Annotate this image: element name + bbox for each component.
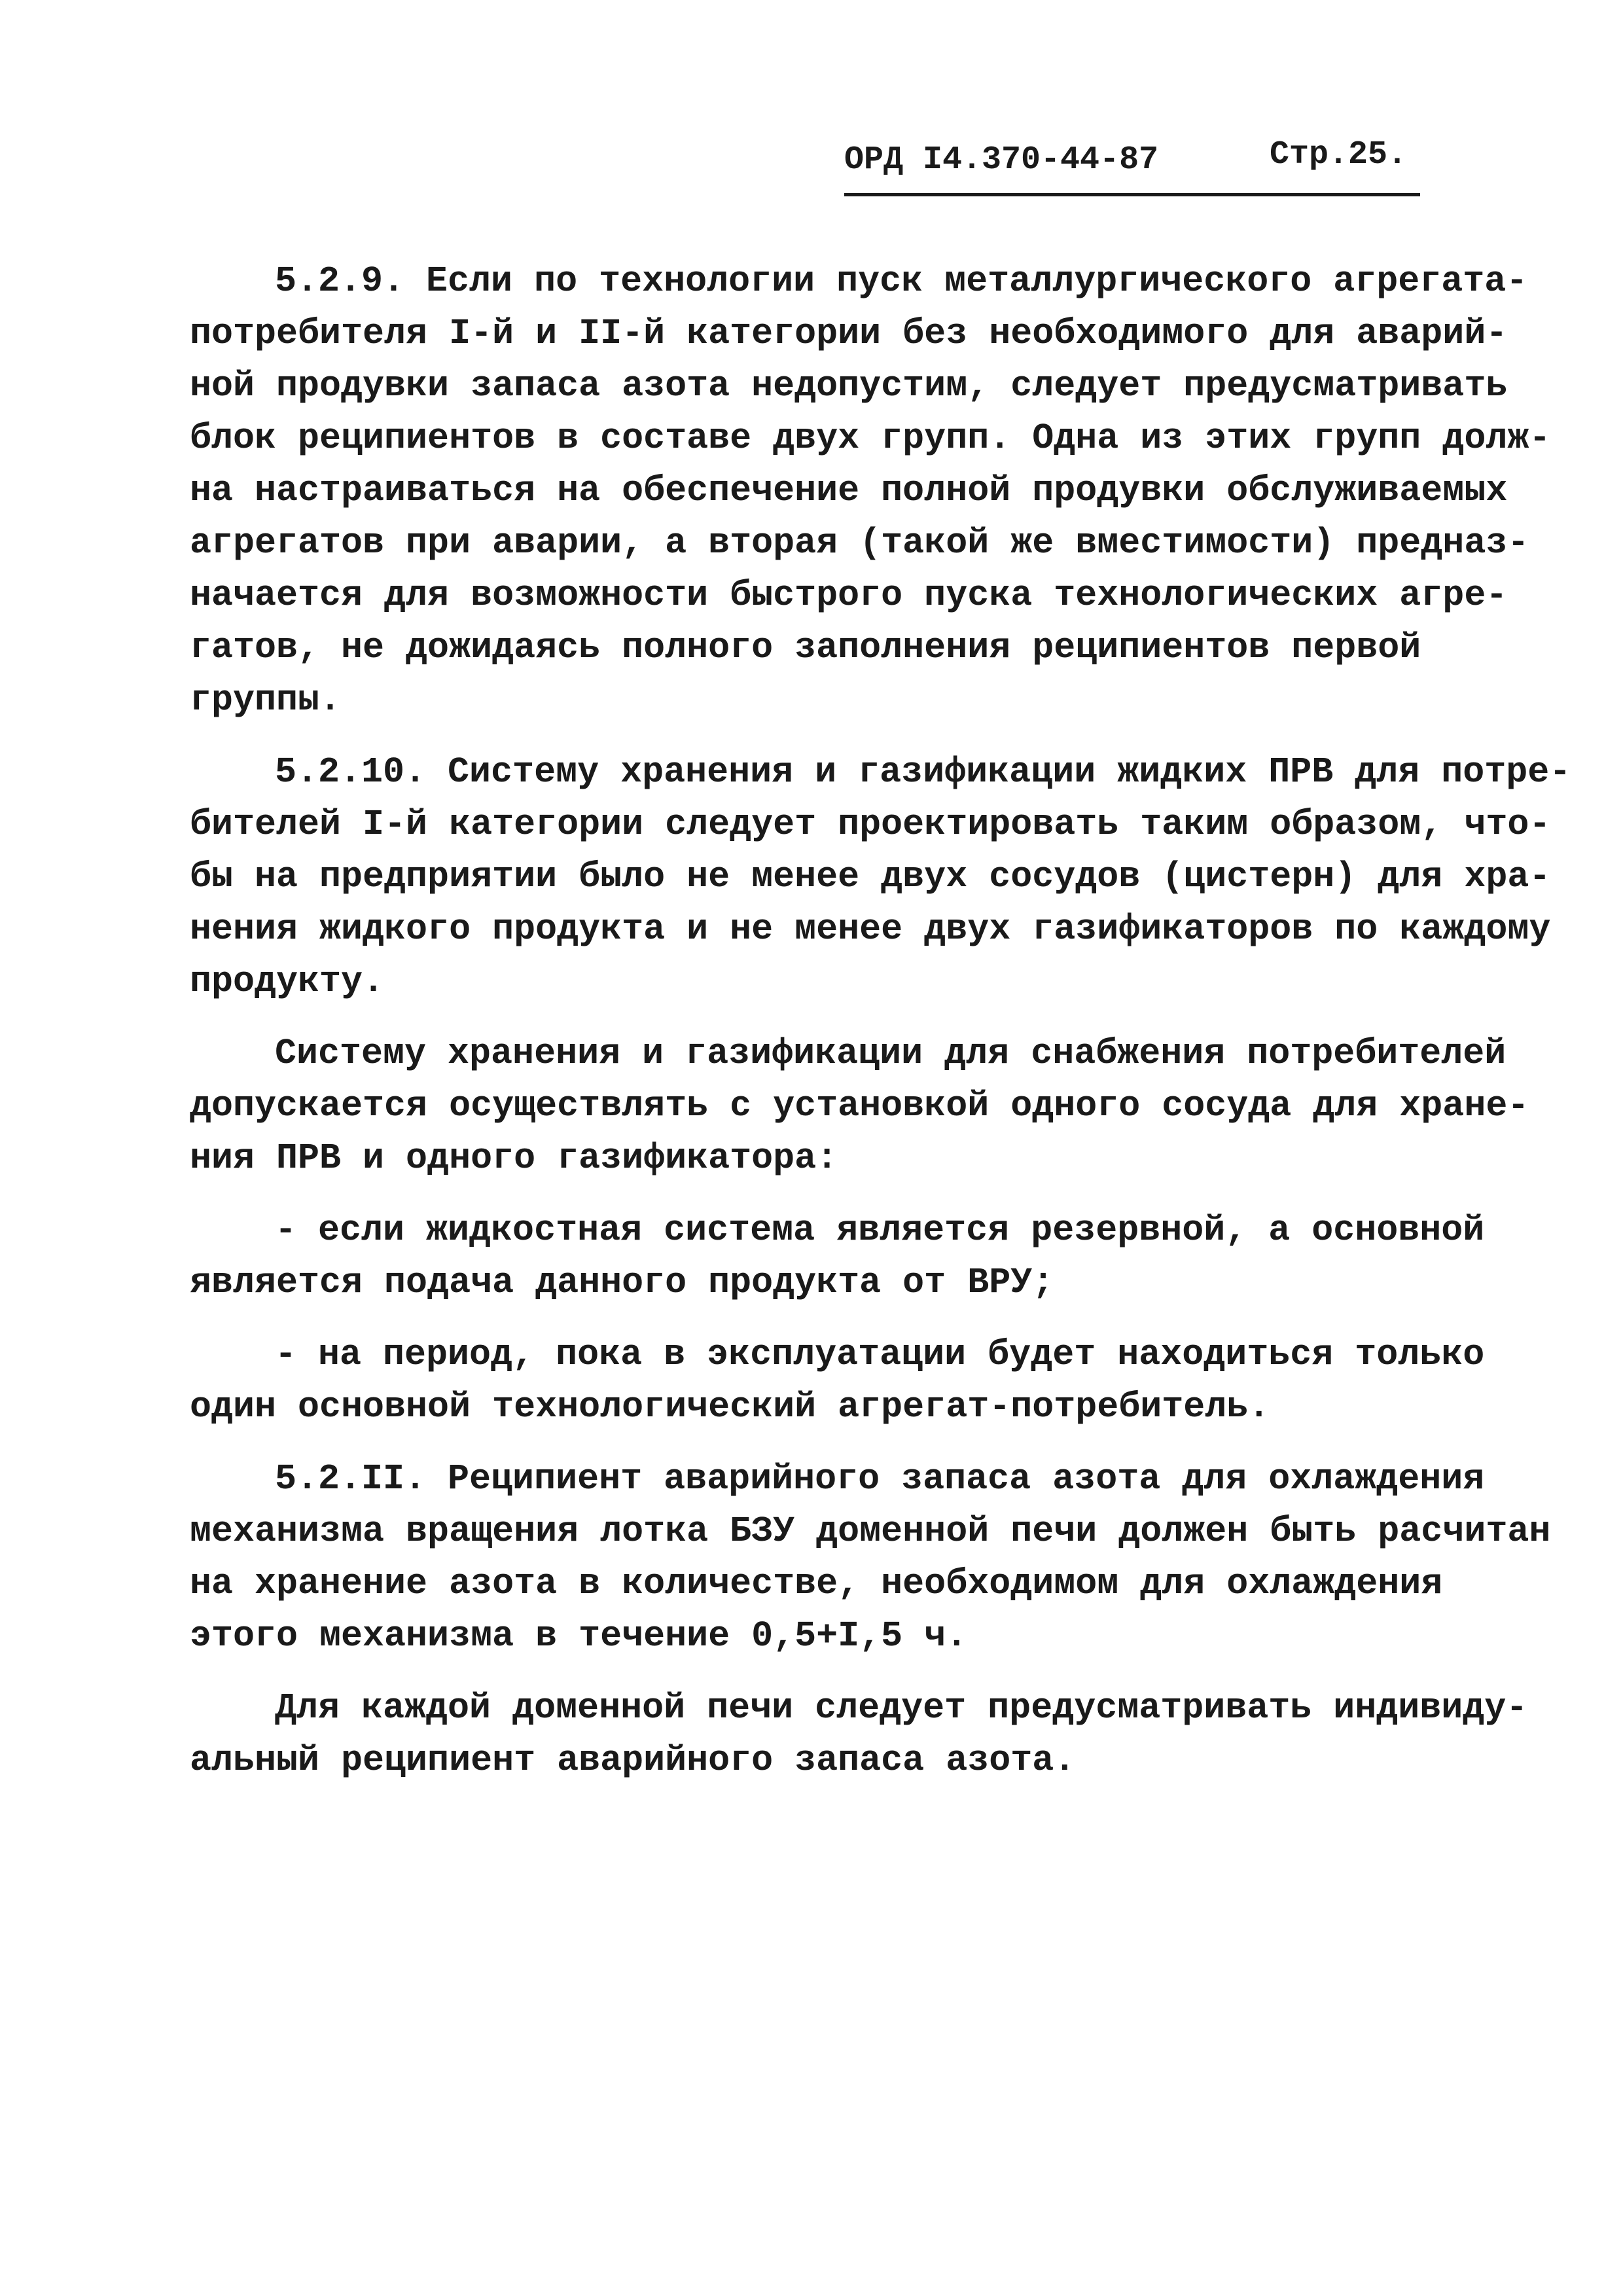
- paragraph-5-2-11: [190, 1453, 1551, 1662]
- text-line: бы на предприятии было не менее двух сосудов (цистерн) для хра-: [190, 856, 1551, 897]
- text-line: этого механизма в течение 0,5+I,5 ч.: [190, 1615, 968, 1657]
- text-line: начается для возможности быстрого пуска технологических агре-: [190, 575, 1508, 616]
- text-line: Для каждой доменной печи следует предусматривать индивиду-: [275, 1687, 1528, 1729]
- document-body: [190, 255, 1571, 1806]
- text-line: потребителя I-й и II-й категории без необходимого для аварий-: [190, 313, 1508, 354]
- list-item-single-unit: [190, 1329, 1485, 1433]
- text-line: допускается осуществлять с установкой одного сосуда для хране-: [190, 1085, 1529, 1126]
- text-line: блок реципиентов в составе двух групп. Одна из этих групп долж-: [190, 418, 1551, 459]
- text-line: гатов, не дожидаясь полного заполнения реципиентов первой: [190, 627, 1421, 668]
- text-line: на хранение азота в количестве, необходимом для охлаждения: [190, 1563, 1443, 1604]
- paragraph-5-2-10: [190, 746, 1571, 1008]
- text-line: бителей I-й категории следует проектировать таким образом, что-: [190, 804, 1551, 845]
- text-line: группы.: [190, 679, 342, 721]
- text-line: на настраиваться на обеспечение полной продувки обслуживаемых: [190, 470, 1508, 511]
- text-line: Систему хранения и газификации для снабжения потребителей: [275, 1033, 1507, 1074]
- text-line: 5.2.10. Систему хранения и газификации жидких ПРВ для потре-: [275, 751, 1571, 793]
- text-line: ния ПРВ и одного газификатора:: [190, 1138, 838, 1179]
- text-line: альный реципиент аварийного запаса азота.: [190, 1740, 1076, 1781]
- text-line: является подача данного продукта от ВРУ;: [190, 1262, 1054, 1303]
- paragraph-storage-system: [190, 1028, 1529, 1185]
- paragraph-each-furnace: [190, 1682, 1528, 1787]
- page-number: Стр.25.: [1269, 136, 1407, 173]
- page-header: [844, 134, 1420, 196]
- text-line: 5.2.9. Если по технологии пуск металлургического агрегата-: [275, 260, 1528, 302]
- document-id: ОРД I4.370-44-87: [844, 141, 1159, 179]
- paragraph-5-2-9: [190, 255, 1551, 726]
- text-line: - на период, пока в эксплуатации будет находиться только: [275, 1334, 1485, 1375]
- text-line: продукту.: [190, 961, 385, 1002]
- text-line: один основной технологический агрегат-потребитель.: [190, 1386, 1270, 1427]
- text-line: механизма вращения лотка БЗУ доменной печи должен быть расчитан: [190, 1511, 1551, 1552]
- text-line: ной продувки запаса азота недопустим, следует предусматривать: [190, 365, 1508, 406]
- text-line: нения жидкого продукта и не менее двух газификаторов по каждому: [190, 908, 1551, 950]
- text-line: агрегатов при аварии, а вторая (такой же вместимости) предназ-: [190, 522, 1529, 564]
- list-item-reserve: [190, 1204, 1485, 1309]
- text-line: 5.2.II. Реципиент аварийного запаса азота для охлаждения: [275, 1458, 1485, 1499]
- text-line: - если жидкостная система является резервной, а основной: [275, 1210, 1485, 1251]
